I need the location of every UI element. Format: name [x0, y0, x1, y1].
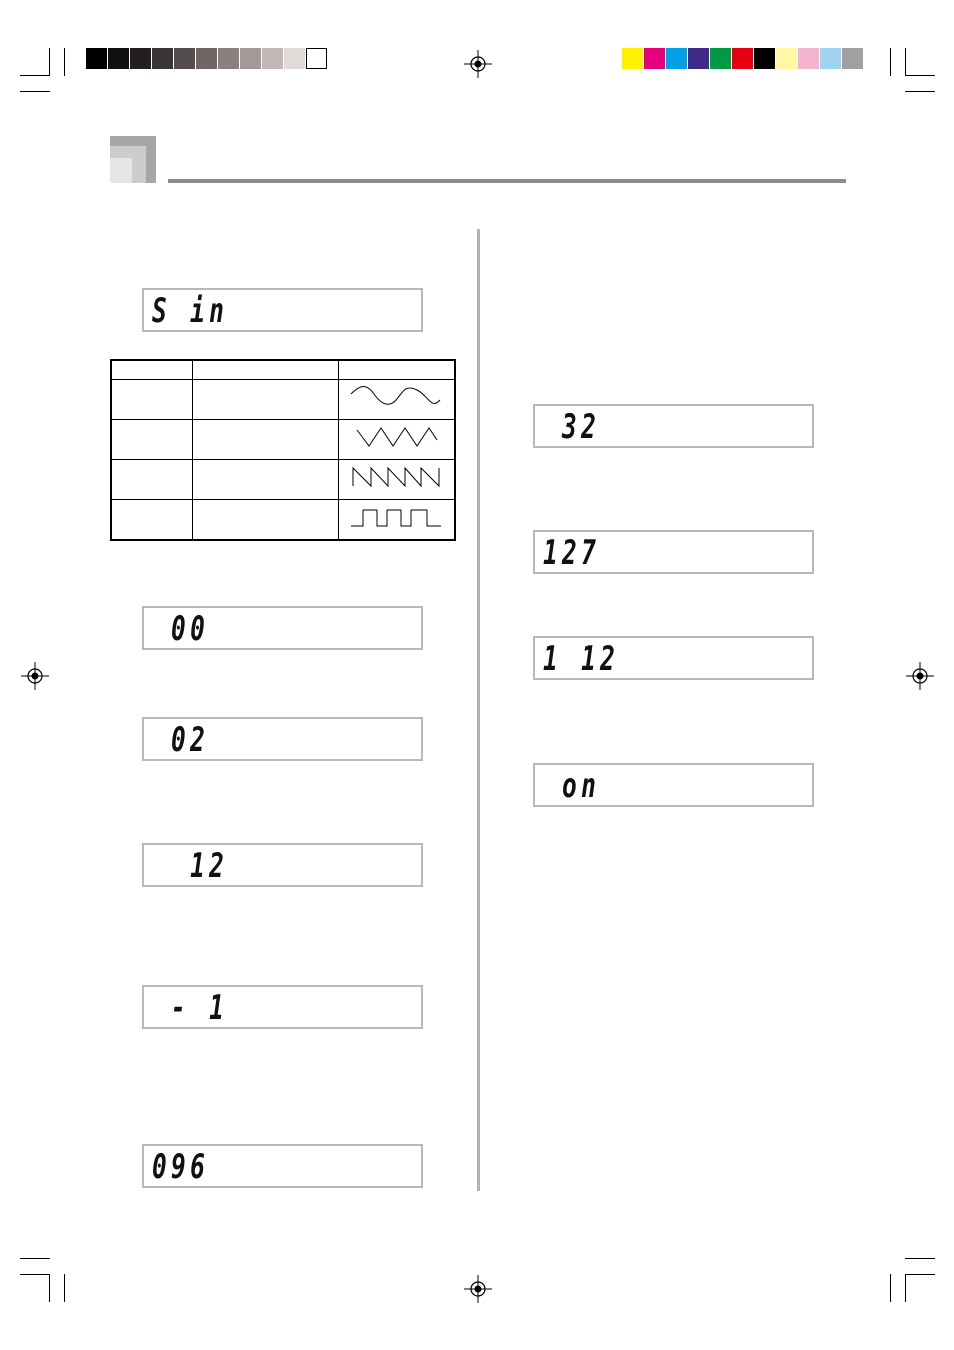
gray-swatch	[262, 48, 283, 69]
header-rule	[168, 179, 846, 183]
crop-mark-br-h2	[905, 1274, 935, 1275]
crop-mark-br-v	[905, 1274, 906, 1302]
crop-mark-tl-v	[49, 48, 50, 76]
color-swatch	[644, 48, 665, 69]
crop-mark-tl-h2	[20, 91, 50, 92]
table-row	[111, 380, 455, 420]
lcd-readout: on	[543, 766, 601, 806]
gray-swatch	[174, 48, 195, 69]
lcd-display-00	[142, 606, 423, 650]
gray-swatch	[152, 48, 173, 69]
registration-mark-left-icon	[21, 662, 49, 690]
table-header-cell	[339, 360, 456, 380]
lcd-readout: 127	[543, 533, 601, 573]
lcd-display-02	[142, 717, 423, 761]
lcd-display-127	[533, 530, 814, 574]
lcd-display-minus-1	[142, 985, 423, 1029]
sine-wave-icon	[339, 380, 454, 414]
registration-mark-bottom-icon	[464, 1275, 492, 1303]
color-swatch	[798, 48, 819, 69]
lcd-display-32	[533, 404, 814, 448]
table-cell	[193, 500, 339, 541]
crop-mark-bl-h2	[20, 1274, 50, 1275]
lcd-display-waveform	[142, 288, 423, 332]
table-row	[111, 420, 455, 460]
lcd-readout: 12	[152, 846, 229, 886]
crop-mark-tr-v2	[890, 48, 891, 76]
table-header-cell	[111, 360, 193, 380]
color-swatch	[710, 48, 731, 69]
crop-mark-bl-v2	[64, 1274, 65, 1302]
table-cell	[193, 420, 339, 460]
gray-swatch	[284, 48, 305, 69]
registration-mark-right-icon	[906, 662, 934, 690]
table-cell	[111, 380, 193, 420]
lcd-display-096	[142, 1144, 423, 1188]
lcd-display-12	[142, 843, 423, 887]
gray-swatch	[196, 48, 217, 69]
lcd-readout: 1 12	[543, 639, 620, 679]
color-swatch	[776, 48, 797, 69]
color-swatch	[622, 48, 643, 69]
gray-swatch	[130, 48, 151, 69]
lcd-readout: 096	[152, 1147, 210, 1187]
crop-mark-bl-v	[49, 1274, 50, 1302]
square-wave-icon	[339, 500, 454, 534]
gray-swatch	[218, 48, 239, 69]
table-cell	[111, 460, 193, 500]
registration-mark-top-icon	[464, 50, 492, 78]
lcd-readout: 00	[152, 609, 210, 649]
crop-mark-tl-v2	[64, 48, 65, 76]
crop-mark-tl-h	[20, 75, 50, 76]
lcd-readout: 02	[152, 720, 210, 760]
table-cell	[339, 380, 456, 420]
color-swatch	[820, 48, 841, 69]
crop-mark-tr-v	[905, 48, 906, 76]
table-cell	[193, 380, 339, 420]
sawtooth-wave-icon	[339, 460, 454, 494]
triangle-wave-icon	[339, 420, 454, 454]
table-cell	[193, 460, 339, 500]
color-swatch	[754, 48, 775, 69]
header-block-graphic-light	[110, 158, 132, 183]
color-swatch	[688, 48, 709, 69]
waveform-table	[110, 359, 456, 541]
color-swatch	[732, 48, 753, 69]
gray-swatch	[306, 48, 327, 69]
lcd-display-112	[533, 636, 814, 680]
table-header-cell	[193, 360, 339, 380]
crop-mark-br-v2	[890, 1274, 891, 1302]
table-cell	[111, 420, 193, 460]
column-divider	[477, 229, 480, 1191]
gray-swatch	[240, 48, 261, 69]
lcd-display-on	[533, 763, 814, 807]
gray-swatch	[108, 48, 129, 69]
crop-mark-bl-h	[20, 1258, 50, 1259]
crop-mark-tr-h	[905, 75, 935, 76]
color-swatch	[842, 48, 863, 69]
crop-mark-br-h	[905, 1258, 935, 1259]
table-cell	[339, 420, 456, 460]
lcd-readout: - 1	[152, 988, 229, 1028]
table-cell	[339, 500, 456, 541]
gray-swatch	[86, 48, 107, 69]
table-cell	[111, 500, 193, 541]
table-row	[111, 460, 455, 500]
crop-mark-tr-h2	[905, 91, 935, 92]
color-swatch	[666, 48, 687, 69]
table-row	[111, 500, 455, 541]
table-cell	[339, 460, 456, 500]
lcd-readout: 32	[543, 407, 601, 447]
lcd-readout: S in	[152, 291, 229, 331]
